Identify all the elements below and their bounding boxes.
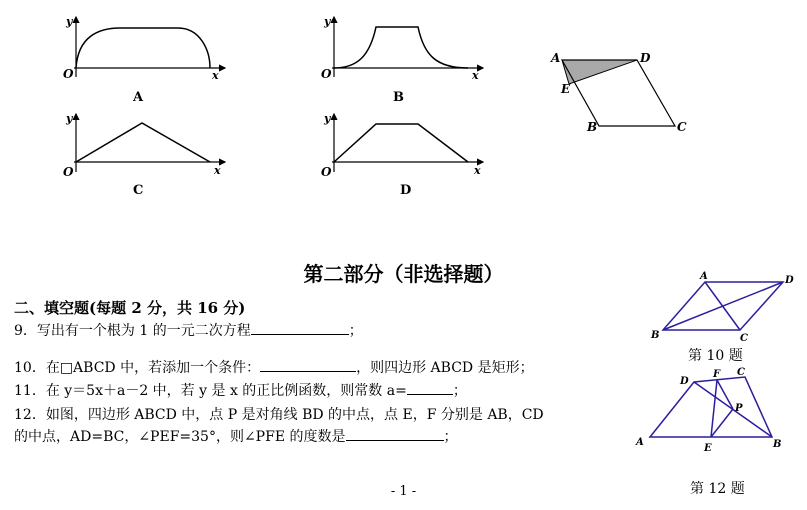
- y-label: y: [324, 112, 331, 125]
- y-label: y: [66, 112, 73, 125]
- section-heading: 二、填空题(每题 2 分，共 16 分): [14, 299, 246, 317]
- origin-label: O: [321, 165, 332, 179]
- answer-blank[interactable]: [251, 320, 349, 335]
- part-title: 第二部分（非选择题）: [303, 262, 504, 286]
- svg-text:P: P: [735, 403, 743, 414]
- graph-a: [60, 15, 290, 105]
- origin-label: O: [63, 165, 74, 179]
- svg-text:E: E: [561, 82, 571, 96]
- answer-blank[interactable]: [346, 426, 444, 441]
- y-label: y: [324, 15, 331, 28]
- svg-text:D: D: [640, 51, 651, 65]
- curve: [334, 124, 468, 162]
- origin-label: O: [63, 67, 74, 81]
- question-11: 11．在 y＝5x＋a－2 中，若 y 是 x 的正比例函数，则常数 a= ；: [14, 380, 467, 400]
- svg-text:B: B: [587, 120, 598, 134]
- curve: [76, 123, 210, 162]
- question-12-line2: 的中点，AD=BC，∠PEF=35°，则∠PFE 的度数是 ；: [14, 426, 458, 446]
- question-10: 10．在□ABCD 中，若添加一个条件： ，则四边形 ABCD 是矩形；: [14, 357, 534, 377]
- graph-letter: B: [393, 90, 404, 105]
- svg-text:D: D: [680, 376, 689, 387]
- svg-text:F: F: [713, 369, 721, 380]
- svg-text:B: B: [651, 330, 660, 341]
- curve: [334, 27, 468, 68]
- y-label: y: [66, 15, 73, 28]
- figure-q12: [632, 365, 802, 455]
- question-9: 9．写出有一个根为 1 的一元二次方程 ；: [14, 320, 363, 340]
- x-label: x: [472, 69, 479, 82]
- page-number: - 1 -: [390, 484, 417, 499]
- graph-letter: A: [133, 90, 144, 105]
- x-label: x: [212, 69, 219, 82]
- graph-b: [318, 15, 548, 105]
- answer-blank[interactable]: [407, 380, 453, 395]
- quadrilateral: [650, 377, 772, 437]
- graph-d: [318, 112, 548, 202]
- parallelogram-figure: [545, 48, 715, 138]
- svg-text:A: A: [700, 271, 708, 282]
- curve: [76, 28, 210, 68]
- graph-letter: D: [400, 183, 412, 198]
- question-12-line1: 12．如图，四边形 ABCD 中，点 P 是对角线 BD 的中点，点 E，F 分别是 AB，CD: [14, 407, 544, 423]
- x-label: x: [474, 164, 481, 177]
- svg-text:C: C: [737, 367, 745, 378]
- svg-text:B: B: [773, 439, 782, 450]
- x-label: x: [214, 164, 221, 177]
- graph-letter: C: [133, 183, 144, 198]
- svg-text:E: E: [704, 443, 712, 454]
- svg-text:A: A: [551, 51, 561, 65]
- figure-q10: [645, 272, 805, 342]
- svg-text:D: D: [785, 275, 794, 286]
- svg-text:C: C: [740, 333, 748, 344]
- svg-text:A: A: [636, 437, 644, 448]
- origin-label: O: [321, 67, 332, 81]
- graph-c: [60, 112, 290, 202]
- figure-q12-caption: 第 12 题: [690, 481, 745, 497]
- figure-q10-caption: 第 10 题: [688, 348, 743, 364]
- answer-blank[interactable]: [260, 357, 356, 372]
- svg-text:C: C: [677, 120, 687, 134]
